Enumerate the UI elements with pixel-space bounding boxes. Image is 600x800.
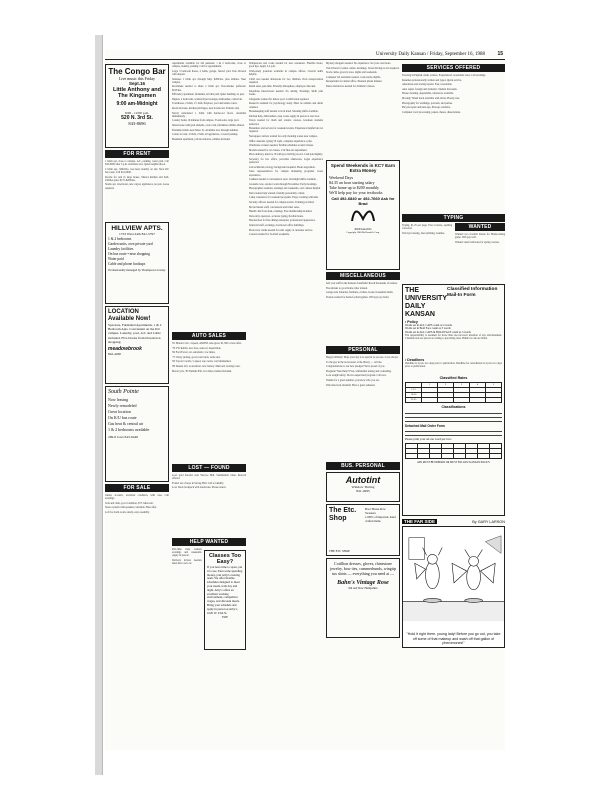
autotint-ad [326,472,400,502]
column-3 [249,62,323,750]
autotint-phone: 841-4995 [356,489,370,493]
south-pointe-features [108,397,166,433]
mcdonalds-ad [326,160,400,270]
south-pointe-ad [105,386,169,482]
hillview-feature: Cable and phone hookups [108,262,146,266]
classifications-title: Classifications [441,405,466,410]
misc-text: Sell your stuff in the Kansan classifieds! Reach thousands of readers. Free kittens to good home, litter trained. Garage sale Saturday, furniture, clothes, books, household items. Tickets wanted for home football games. Will pay top dollar. [326,282,398,299]
sp-feature: Newly remodeled [108,403,137,408]
etc-shop-logo: The Etc. Shop [329,507,357,522]
services-text: Tutoring in English, math, science. Experienced, reasonable rates. Call evenings. Resumes professionally written and typed. Quick service. Alterations and sewing repairs. Fast, reasonable. Auto repair, foreign and domestic. Student discounts. House cleaning, dependable, references available. Moving? Small truck available with driver. Hourly rate. Photography for weddings, portraits, and parties. Bicycle repair and tune-ups. Pick-up available. Computer word processing, papers, theses, dissertations. [402,74,486,114]
bahn-logo: Bahn's Vintage Rose [337,579,389,586]
lost-found-header: LOST — FOUND [172,464,246,472]
help-wanted-header: HELP WANTED [172,538,246,546]
mcdonalds-copyright: Copyright 1988 McDonald's Corp. [346,231,380,234]
kansan-logo: THE UNIVERSITY DAILY KANSAN [405,287,447,318]
for-rent-continued: Apartments available for fall semester. 1 & 2 bedrooms, close to campus, laundry, parking. Call for appointment. Large 3 bedroom house, 2 baths, garage, fenced yard. Pets allowed with deposit. Sublease 1 bdrm apt. through May. $290/mo. plus utilities. Near campus. Roommate needed to share 2 bdrm apt. Non-smoker preferred. $165/mo. Efficiency apartment, furnished, all bills paid. Quiet building, no pets. Duplex, 2 bedrooms, washer/dryer hookups, dishwasher, central air. Townhouse, 2 bdrm, 1½ bath, fireplace, pool and tennis courts. Room in house, kitchen privileges, near downtown. Female only. Newly remodeled 1 bdrm with hardwood floors. Available immediately. Country home 10 minutes from campus, 3 bedrooms, large yard. Share house with grad students, own room, furnished, utilities shared. Furnished studio near Mass. St. Available now through summer. Condo for rent, 2 bdrm, 2 bath, all appliances, covered parking. Basement apartment, private entrance, utilities included. [172,62,246,141]
spend-item: Take home up to $200 monthly [329,185,380,190]
congo-phone: 843-8696 [128,121,146,126]
deadlines-header: • Deadlines [405,358,425,363]
help-wanted-continued: Waitpersons and cooks needed for new restaurant. Flexible hours, good tips. Apply 2-4 p.m. Work-study positions available in campus offices. Clerical skills helpful. Child care needed afternoons for two children. Own transportation required. Retail sales, part-time. Friendly atmosphere, employee discount. Telephone interviewers needed. No selling. Evenings, $4/hr plus bonus. Lifeguards wanted for indoor pool. Certification required. Research assistant for psychology study. Must be reliable and detail oriented. Housekeeping staff needed at local hotel. Morning shifts available. Kitchen help, dishwashers, prep cooks. Apply in person at rear door. Tutors needed for math and science courses. Graduate students preferred. Bartenders and servers for weekend events. Experience helpful but not required. Newspaper carriers wanted for early morning routes near campus. Office assistant, typing 50 wpm, computer experience a plus. Warehouse workers needed, flexible schedules around classes. Models needed for art classes. Call fine arts department. Pizza delivery, must be 18 with good driving record. Cash paid nightly. Secretary for law office, part-time afternoons. Legal experience preferred. Lab technician, biology background required. Hours negotiable. Sales representatives for campus marketing programs. Great experience. Cashiers needed at convenience store. Overnight shifts available. Grounds crew, outdoor work through November. Early mornings. Photographer assistant, evenings and weekends, own camera helpful. Deli counter help wanted, friendly personality a must. Camp counselors for weekend programs. Enjoy working with kids. Security officers needed for campus events. Training provided. Movie theater staff, concessions and ticket sales. Health club front desk, evenings. Free membership included. Data entry operators, accurate typing, flexible hours. Hostess/host for fine dining restaurant, professional appearance. Janitorial staff, evenings, downtown office buildings. Book store clerks needed for rush. Apply at customer service. Caterers needed for football weekends. [249,62,323,237]
bus-personal-header: BUS. PERSONAL [326,462,400,470]
kansan-masthead [405,287,445,319]
congo-title: The Congo Bar [108,67,166,76]
for-sale-header: FOR SALE [105,484,169,492]
hillview-features [108,237,166,267]
auto-sales-header: AUTO SALES [172,332,246,340]
etc-shop-footer: THE ETC SHOP [329,549,350,553]
print-label: Please print your ad one word per box: [405,437,452,442]
south-pointe-logo: South Pointe [108,389,139,395]
hillview-feature: Garden units, own private yard [108,242,153,246]
masthead [105,50,505,60]
golden-arches-icon [350,207,376,221]
hillview-feature: On bus route • near shopping [108,252,150,256]
policy-item: Words set in ALL CAPS count as 2 words [405,324,453,327]
congo-line2: Sept.16 [128,81,145,86]
wanted-header: WANTED [455,223,505,231]
column-1 [105,62,169,516]
misc-header: MISCELLANEOUS [326,272,400,280]
mail-order-lines [405,428,502,436]
binding-strip [95,35,103,775]
newspaper-page [105,50,505,750]
for-rent-text: 1 bdrm apt. close to campus. A/C, parking, water paid. Call 843-0000 after 5 p.m. Available now. Quiet neighborhood. 2 bdrm apt., $340/mo. Gas heat, laundry on site. Near KU bus route. Call 841-0000. Rooms for rent in large house. Shared kitchen and bath. Utilities paid. $175-$200/mo. Studio apt. downtown, new carpet, appliances, no pets. Lease required. [105,160,169,190]
help-wanted-text: Part-time help wanted, evenings and weekends. Apply in person. Delivery drivers needed, must have own car. [172,548,202,566]
far-side-caption: "Hold it right there, young lady! Before you go out, you take off some of that makeup and wash off that gallon of pheromones!" [406,632,501,645]
for-rent-header: FOR RENT [105,150,169,158]
congo-time: 9:00 am-Midnight [116,101,158,107]
prepaid-note: ADS MUST BE PREPAID OR MUST FOLLOW KANSAN POLICY [416,461,491,465]
column-2 [172,62,246,652]
policy-header: • Policy [405,320,418,324]
spend-call: Call 492-6840 or 492-7660 Ask for Brad [331,196,395,206]
mcdonalds-logo: McDonald's [354,227,372,231]
classes-sign: EOE [222,615,228,620]
spend-title: Spend Weekends in KC? Earn Extra Money [330,163,396,173]
sp-feature: 1 & 2 bedrooms available [108,427,150,432]
word-boxes[interactable] [405,443,502,459]
services-header: SERVICES OFFERED [402,64,505,72]
lost-found-text: Lost: gold bracelet near Wescoe Hall. Sentimental value. Reward offered. Found: set of keys in Strong Hall. Call to identify. Lost: black backpack with notebooks. Please return. [172,474,246,490]
auto-sales-text: '81 Honda Civic, 4 speed, AM/FM, runs great. $1,500 or best offer. '79 VW Rabbit, new tires, sunroof, dependable. '84 Ford Escort, air, automatic, low miles. '77 Chevy pickup, good work truck, some rust. '82 Toyota Corolla, 5-speed, one owner, well maintained. '80 Datsun 210, economical, new battery. Must sell, leaving town. Motorcycle, '83 Yamaha 650, low miles, helmet included. [172,342,242,373]
hillview-feature: Water paid [108,257,124,261]
hillview-ad [105,222,169,304]
bahns-vintage-rose-ad [326,558,400,638]
hillview-title: HILLVIEW APTS. [111,225,163,232]
moth-family-illustration [403,527,504,622]
sp-feature: Now leasing [108,397,129,402]
parent-moth [415,548,442,603]
mail-order-head: Detached Mail Order Form [405,424,445,429]
etc-shop-lines [365,507,397,523]
autotint-tagline: Window Tinting [351,485,375,489]
bahn-address: 9th and New Hampshire [348,585,378,590]
paper-date: University Daily Kansan / Friday, September 16, 1988 [376,52,485,57]
hillview-footer: Professionally managed by Thompson-Crawley [108,268,166,272]
location-title: LOCATION Available Now! [108,309,151,322]
classes-body: If you have time to spare, put it to use. Earn some spending money, join Arby's evening team. We offer flexible schedules designed to meet your needs, both day and night. Arby's offers an excellent working environment, competitive wages, and discount meals. Bring your schedule and apply in person at Arby's, 1020 W. 23rd St. [207,565,243,615]
location-ad [105,306,169,384]
policy-item: Words set in ALL CAPS & BOLD FACE count as 3 words [405,330,471,334]
spend-item: Weekend Days [329,175,354,180]
wanted-text: Wanted: two football tickets for Homecoming game. Will pay well. Wanted: used textbooks for spring courses. [455,233,505,244]
location-body: Spacious, Furnished Apartments, 1 & 2 Bedroom Apts. Convenient on the KU campus. Laundry, pool, A/C and Cable included. Five blocks from Downtown shopping. [108,323,162,344]
typing-header: TYPING [402,214,505,222]
classification-lines [405,410,502,422]
far-side-title: THE FAR SIDE [404,519,436,524]
spend-items [329,175,397,195]
sp-feature: Gas heat & central air [108,421,144,426]
policy-list [405,324,502,334]
congo-band: Little Anthony and The Kingsmen [112,87,162,99]
far-side-cartoon [402,526,505,648]
kansan-mail-in-form [402,284,505,516]
autotint-logo: Autotint [345,475,381,485]
sp-feature: On K/U bus route [108,415,137,420]
sp-feature: Great location [108,409,131,414]
daughter-moth [452,549,495,602]
congo-line1: Live music this Friday [118,76,156,81]
etc-line: 1,000's of imported, hand crafted items [365,515,396,523]
policy-item: Words set in Bold Face count as 3 words [405,327,451,331]
for-sale-text: Guitar, acoustic, excellent condition, with case. Call evenings. Sofa and chair, good condition, $75. Must sell. Stereo system with speakers, turntable. Best offer. Loft for dorm room, sturdy, easy assembly. [105,494,169,514]
hillview-feature: Laundry facilities [108,247,134,251]
rates-table: 1 2 3 4 5 1-15 16-20 21-25 [405,382,502,403]
congo-bar-ad [105,64,169,148]
typing-text: Typing, $1.25 per page. Fast accurate, spelling corrected. Word processing, laser printing, resumes. [402,224,452,235]
meadowbrook-logo: meadowbrook [108,346,142,353]
deadlines-text: Deadline is 4 p.m. two days prior to publication. Deadline for cancellation is 4 p.m. two days prior to publication. [405,362,502,369]
personal-header: PERSONAL [326,346,400,354]
column-5 [402,62,505,648]
kansan-form-title: Classified Information Mail-In Form [447,287,498,298]
far-side-author: By GARY LARSON [472,520,505,524]
arbys-ad [204,550,246,650]
south-pointe-phone: 269-6 lows 843-6446 [108,435,138,439]
classes-title: Classes Too Easy? [209,553,241,565]
column-4 [326,62,400,640]
page-number: 15 [497,51,503,57]
policy-text: The responsibility is assumed for more than one incorrect insertion of any advertisement. Classified ads are placed according to prevailing rates. Blind box ads are billed. [405,334,502,341]
location-phone: 842-4200 [108,352,121,357]
etc-shop-ad [326,504,400,556]
bahn-body: Cotillion dresses, gloves, rhinestone jewelry, bow ties, cummerbunds, wingtip tux shirts — everything you need at — [329,561,397,577]
rates-title: Classified Rates [439,376,468,381]
etc-line: Boot House Row [365,507,386,511]
help-wanted-col4: Mystery shoppers needed. No experience. Set your own hours. Van drivers for senior center, mornings. Clean driving record required. Stock clerks, grocery store, nights and weekends. Computer lab assistants wanted, work-study eligible. Receptionist for dental office. Pleasant phone manner. Dance instructors needed for children's classes. [326,62,400,88]
etc-line: Sweaters [365,511,376,515]
congo-hours: 9:00 - 12:00 p.m. [124,111,150,115]
hillview-feature: 1 & 2 bedrooms [108,237,132,241]
congo-address: 520 N. 3rd St. [121,115,153,121]
hillview-address: 1733 West 24th 841-5797 [118,232,156,236]
far-side-header [402,519,505,524]
spend-item: We'll help pay for your textbooks [329,190,383,195]
personal-text: Happy birthday! Hope your day is as special as you are. Love always. To the guy in the red sweater at the library — call me. Congratulations to our new pledges! We're proud of you. Pregnant? Need help? Free confidential testing and counseling. Lose weight safely. Doctor-supervised program. Call now. Thanks for a great summer, you know who you are. Welcome back students! Have a great semester. [326,356,399,387]
spend-item: $4.35 an hour starting salary [329,180,375,185]
